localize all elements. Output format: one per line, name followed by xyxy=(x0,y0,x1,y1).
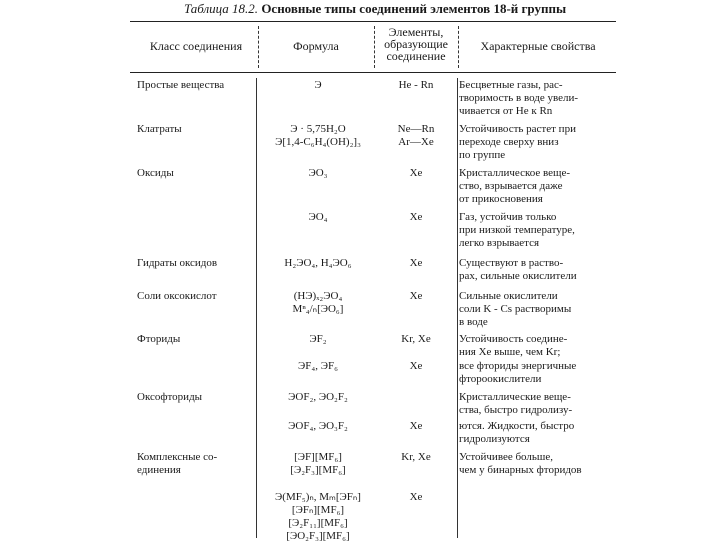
col-separator-1 xyxy=(258,26,259,68)
cell-elements-line: Xe xyxy=(409,167,423,179)
cell-formula xyxy=(262,79,374,92)
cell-formula xyxy=(262,451,374,477)
cell-class xyxy=(137,123,257,136)
header-properties: Характерные свойства xyxy=(480,39,596,53)
cell-formula-line: ЭF₄, ЭF₆ xyxy=(298,360,338,372)
header-elements-line: Элементы, xyxy=(388,25,444,39)
cell-properties-line: чем у бинарных фторидов xyxy=(459,464,582,476)
cell-class xyxy=(137,290,257,303)
cell-formula xyxy=(262,123,374,149)
cell-class xyxy=(137,167,257,180)
cell-properties xyxy=(459,167,619,206)
cell-formula xyxy=(262,211,374,224)
header-elements xyxy=(378,26,454,62)
cell-formula-line: [ЭF][MF₆] xyxy=(294,451,342,463)
cell-elements-line: Xe xyxy=(409,290,423,302)
cell-formula xyxy=(262,360,374,373)
cell-formula xyxy=(262,420,374,433)
cell-class-line: единения xyxy=(137,464,181,476)
cell-class-line: Клатраты xyxy=(137,123,182,135)
cell-properties-line: Газ, устойчив только xyxy=(459,211,557,223)
cell-formula-line: [ЭFₙ][MF₆] xyxy=(291,504,345,516)
cell-properties-line: все фториды энергичные xyxy=(459,360,577,372)
cell-formula xyxy=(262,257,374,270)
cell-formula-line: ЭF₂ xyxy=(309,333,327,345)
cell-formula xyxy=(262,290,374,316)
cell-properties-line: гидролизуются xyxy=(459,433,530,445)
cell-elements-line: Ar—Xe xyxy=(398,136,434,148)
cell-formula-line: Mⁿ₄/ₙ[ЭO₆] xyxy=(292,303,344,315)
cell-properties xyxy=(459,451,619,477)
cell-properties-line: Устойчивость соедине- xyxy=(459,333,568,345)
cell-elements-line: Xe xyxy=(409,420,423,432)
header-class: Класс соединения xyxy=(149,39,243,53)
cell-elements xyxy=(378,491,454,504)
cell-formula-line: Э · 5,75H₂O xyxy=(290,123,346,135)
cell-properties-line: рах, сильные окислители xyxy=(459,270,577,282)
cell-properties xyxy=(459,290,619,329)
cell-elements xyxy=(378,451,454,464)
cell-elements xyxy=(378,420,454,433)
col-separator-3 xyxy=(458,26,459,68)
cell-formula xyxy=(262,491,374,543)
cell-properties-line: Бесцветные газы, рас- xyxy=(459,79,563,91)
cell-properties xyxy=(459,391,619,417)
cell-properties-line: фтороокислители xyxy=(459,373,542,385)
cell-class xyxy=(137,79,257,92)
header-rule xyxy=(130,72,616,73)
cell-elements-line: Xe xyxy=(409,211,423,223)
cell-properties-line: ство, взрывается даже xyxy=(459,180,563,192)
cell-formula-line: [Э₂F₁₁][MF₆] xyxy=(288,517,348,529)
cell-elements xyxy=(378,211,454,224)
cell-properties xyxy=(459,123,619,162)
cell-properties-line: от прикосновения xyxy=(459,193,543,205)
cell-properties xyxy=(459,257,619,283)
cell-elements xyxy=(378,257,454,270)
table-caption xyxy=(184,1,566,17)
cell-properties-line: Кристаллические веще- xyxy=(459,391,571,403)
cell-properties-line: Устойчивость растет при xyxy=(459,123,576,135)
cell-properties-line: при низкой температуре, xyxy=(459,224,575,236)
cell-properties-line: в воде xyxy=(459,316,488,328)
cell-properties-line: творимость в воде увели- xyxy=(459,92,579,104)
cell-properties xyxy=(459,360,619,386)
cell-formula-line: H₂ЭO₄, H₄ЭO₆ xyxy=(284,257,352,269)
cell-properties-line: соли K - Cs растворимы xyxy=(459,303,572,315)
cell-formula-line: Э xyxy=(314,79,322,91)
cell-formula-line: ЭOF₄, ЭO₃F₂ xyxy=(288,420,348,432)
cell-class-line: Оксиды xyxy=(137,167,174,179)
cell-elements-line: Xe xyxy=(409,257,423,269)
cell-formula-line: [ЭO₂F₃][MF₆] xyxy=(286,530,350,542)
cell-elements xyxy=(378,360,454,373)
cell-formula xyxy=(262,167,374,180)
cell-class-line: Фториды xyxy=(137,333,181,345)
cell-formula-line: (HЭ)ₓ₂ЭO₄ xyxy=(293,290,343,302)
cell-class-line: Простые вещества xyxy=(137,79,225,91)
cell-properties-line: ния Xe выше, чем Kr; xyxy=(459,346,561,358)
cell-elements-line: Kr, Xe xyxy=(401,333,431,345)
cell-properties xyxy=(459,79,619,118)
top-rule xyxy=(130,21,616,22)
cell-class xyxy=(137,333,257,346)
cell-properties-line: Существуют в раство- xyxy=(459,257,564,269)
cell-formula xyxy=(262,391,374,404)
cell-elements xyxy=(378,123,454,149)
cell-properties-line: по группе xyxy=(459,149,506,161)
cell-formula-line: ЭO₃ xyxy=(308,167,328,179)
cell-elements xyxy=(378,290,454,303)
cell-properties-line: ются. Жидкости, быстро xyxy=(459,420,575,432)
cell-properties xyxy=(459,211,619,250)
cell-elements-line: He - Rn xyxy=(398,79,434,91)
header-elements-line: образующие xyxy=(384,37,448,51)
cell-properties xyxy=(459,333,619,359)
cell-properties-line: переходе сверху вниз xyxy=(459,136,559,148)
cell-class xyxy=(137,451,257,477)
header-formula: Формула xyxy=(293,39,339,53)
cell-properties-line: Устойчивее больше, xyxy=(459,451,554,463)
cell-formula-line: [Э₂F₃][MF₆] xyxy=(290,464,346,476)
cell-class-line: Соли оксокислот xyxy=(137,290,217,302)
cell-properties-line: Кристаллическое веще- xyxy=(459,167,571,179)
cell-class xyxy=(137,391,257,404)
cell-elements-line: Kr, Xe xyxy=(401,451,431,463)
cell-properties-line: легко взрывается xyxy=(459,237,540,249)
table-label: Таблица 18.2. xyxy=(184,1,259,16)
col-line-3 xyxy=(457,78,458,538)
cell-formula-line: Э[1,4-C₆H₄(OH)₂]₃ xyxy=(275,136,361,148)
cell-elements-line: Xe xyxy=(409,360,423,372)
cell-formula xyxy=(262,333,374,346)
cell-formula-line: ЭOF₂, ЭO₂F₂ xyxy=(288,391,348,403)
cell-properties-line: ства, быстро гидролизу- xyxy=(459,404,573,416)
cell-properties-line: Сильные окислители xyxy=(459,290,558,302)
col-separator-2 xyxy=(374,26,375,68)
table-title: Основные типы соединений элементов 18-й группы xyxy=(261,1,567,16)
cell-class-line: Комплексные со- xyxy=(137,451,218,463)
cell-elements xyxy=(378,79,454,92)
cell-elements-line: Xe xyxy=(409,491,423,503)
cell-elements xyxy=(378,167,454,180)
cell-formula-line: Э(MF₅)ₙ, Mₘ[ЭFₙ] xyxy=(275,491,361,503)
cell-class xyxy=(137,257,257,270)
cell-class-line: Гидраты оксидов xyxy=(137,257,218,269)
cell-formula-line: ЭO₄ xyxy=(308,211,328,223)
cell-elements xyxy=(378,333,454,346)
cell-properties xyxy=(459,420,619,446)
cell-properties-line: чивается от He к Rn xyxy=(459,105,553,117)
cell-class-line: Оксофториды xyxy=(137,391,203,403)
header-elements-line: соединение xyxy=(386,49,446,63)
cell-elements-line: Ne—Rn xyxy=(397,123,435,135)
